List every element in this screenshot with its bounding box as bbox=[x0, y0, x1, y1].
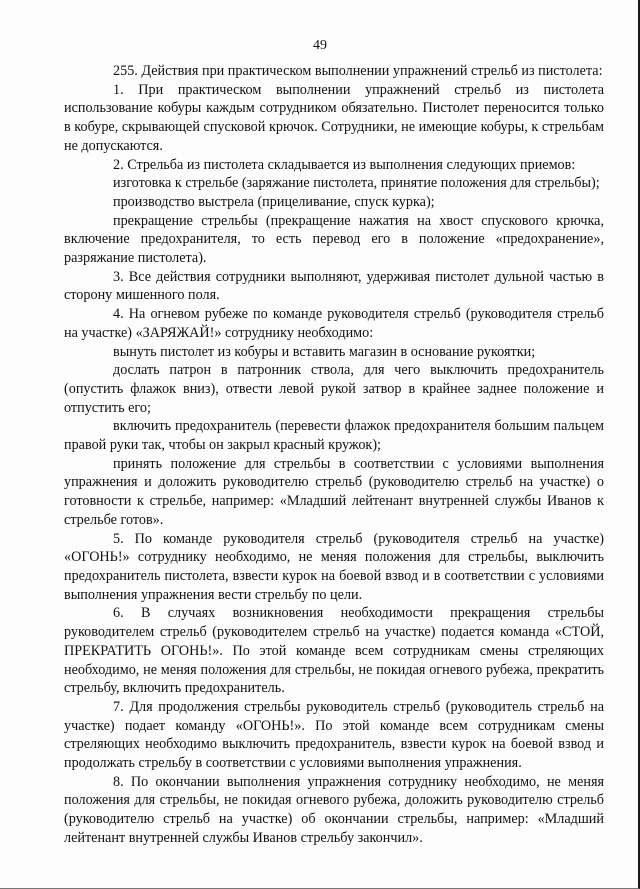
page-number: 49 bbox=[313, 38, 327, 53]
paragraph-item-8: 8. По окончании выполнения упражнения сотруднику необходимо, не меняя положения для стрельбы, не покидая огневого рубежа, доложить руководителю стрельб (руководителю стрельб на участке) об окончании стрельбы, например: «Младший лейтенант внутренней службы Иванов стрельбу закончил». bbox=[64, 773, 604, 846]
paragraph-step-report-ready: принять положение для стрельбы в соответствии с условиями выполнения упражнения и доложить руководителю стрельб (руководителю стрельб на участке) о готовности к стрельбе, например: «Младший лейтенант внутренней службы Иванов к стрельбе готов». bbox=[64, 455, 604, 528]
paragraph-item-2: 2. Стрельба из пистолета складывается из выполнения следующих приемов: bbox=[113, 156, 576, 173]
paragraph-step-safety-on: включить предохранитель (перевести флажок предохранителя большим пальцем правой руки так, чтобы он закрыл красный кружок); bbox=[64, 418, 604, 454]
paragraph-step-chamber-round: дослать патрон в патронник ствола, для чего выключить предохранитель (опустить флажок вниз), отвести левой рукой затвор в крайнее заднее положение и отпустить его; bbox=[64, 362, 604, 416]
paragraph-255-intro: 255. Действия при практическом выполнении упражнений стрельб из пистолета: bbox=[113, 63, 603, 79]
paragraph-technique-preparation: изготовка к стрельбе (заряжание пистолета, принятие положения для стрельбы); bbox=[113, 175, 600, 192]
paragraph-item-3: 3. Все действия сотрудники выполняют, удерживая пистолет дульной частью в сторону мишенного поля. bbox=[64, 268, 604, 304]
paragraph-item-5: 5. По команде руководителя стрельб (руководителя стрельб на участке) «ОГОНЬ!» сотруднику необходимо, не меняя положения для стрельбы, выключить предохранитель пистолета, взвести курок на боевой взвод и в соответствии с условиями выполнения упражнения вести стрельбу по цели. bbox=[64, 530, 604, 603]
document-body bbox=[64, 62, 604, 848]
paragraph-item-6: 6. В случаях возникновения необходимости прекращения стрельбы руководителем стрельб (руководителем стрельб на участке) подается команда «СТОЙ, ПРЕКРАТИТЬ ОГОНЬ!». По этой команде всем сотрудникам смены стреляющих необходимо, не меняя положения для стрельбы, не покидая огневого рубежа, прекратить стрельбу, включить предохранитель. bbox=[64, 605, 604, 697]
paragraph-item-1: 1. При практическом выполнении упражнений стрельб из пистолета использование кобуры каждым сотрудником обязательно. Пистолет переносится только в кобуре, скрывающей спусковой крючок. Сотрудники, не имеющие кобуры, к стрельбам не допускаются. bbox=[64, 81, 604, 154]
paragraph-item-7: 7. Для продолжения стрельбы руководитель стрельб (руководитель стрельб на участке) подает команду «ОГОНЬ!». По этой команде всем сотрудникам смены стреляющих необходимо выключить предохранитель, взвести курок на боевой взвод и продолжать стрельбу в соответствии с условиями выполнения упражнения. bbox=[64, 698, 604, 772]
paragraph-step-insert-magazine: вынуть пистолет из кобуры и вставить магазин в основание рукоятки; bbox=[113, 343, 536, 360]
paragraph-item-4: 4. На огневом рубеже по команде руководителя стрельб (руководителя стрельб на участке) «ЗАРЯЖАЙ!» сотруднику необходимо: bbox=[64, 306, 604, 341]
paragraph-technique-cease: прекращение стрельбы (прекращение нажатия на хвост спускового крючка, включение предохранителя, то есть перевод его в положение «предохранение», разряжание пистолета). bbox=[64, 212, 604, 267]
paragraph-technique-shot: производство выстрела (прицеливание, спуск курка); bbox=[113, 193, 435, 210]
